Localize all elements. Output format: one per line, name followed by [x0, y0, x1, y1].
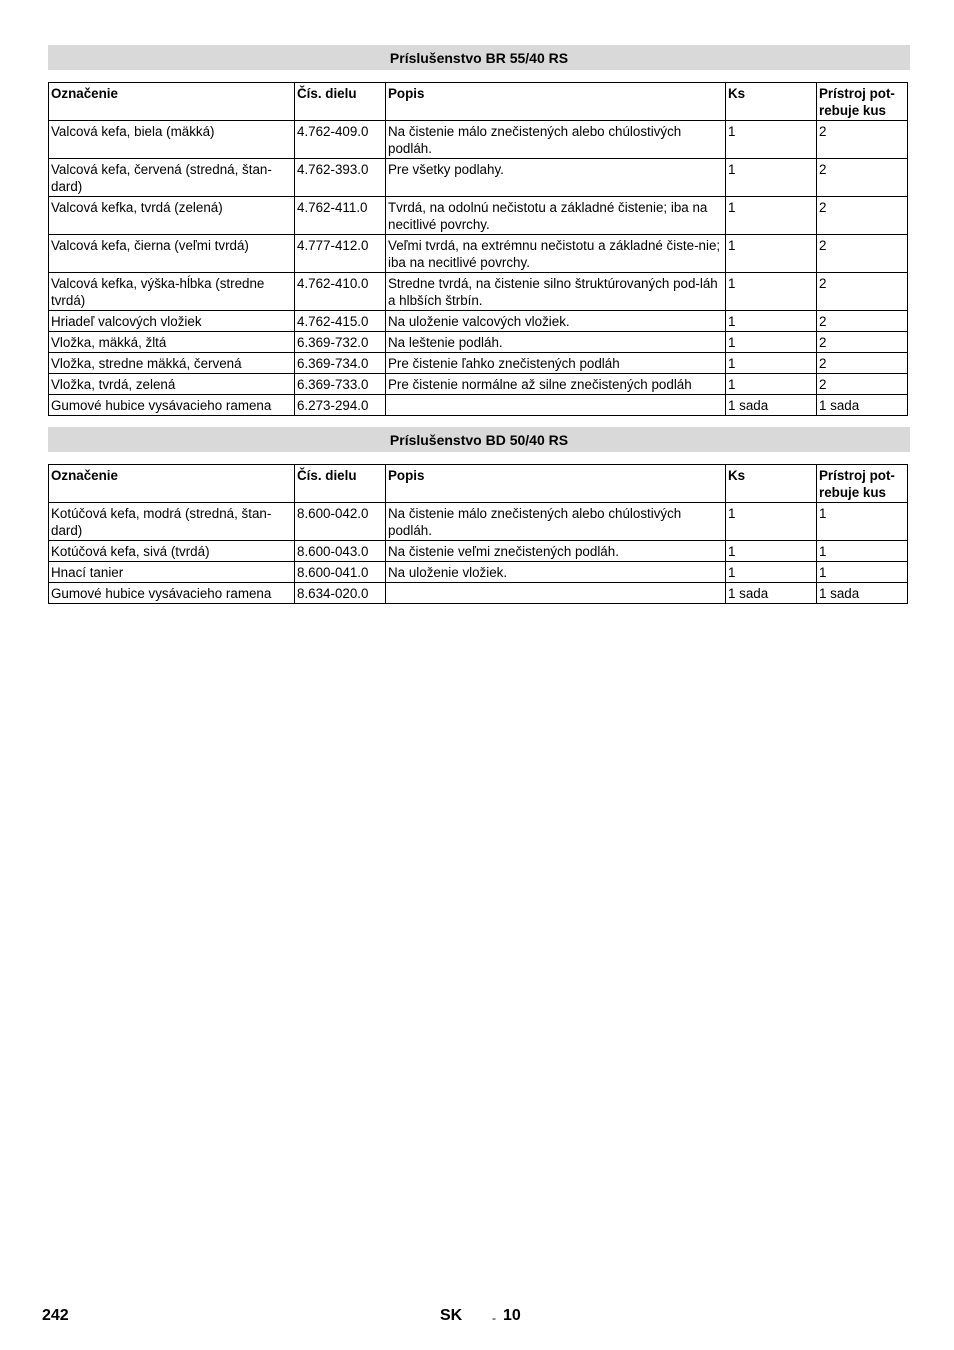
cell-pristroj: 2	[817, 311, 908, 332]
cell-popis: Na čistenie málo znečistených alebo chúlostivých podláh.	[386, 121, 726, 159]
cell-popis: Na čistenie veľmi znečistených podláh.	[386, 541, 726, 562]
cell-popis: Pre čistenie normálne až silne znečistených podláh	[386, 374, 726, 395]
header-cis-dielu: Čís. dielu	[295, 465, 386, 503]
accessories-table-bd	[48, 464, 908, 604]
section-title-br: Príslušenstvo BR 55/40 RS	[48, 45, 910, 70]
cell-pristroj: 2	[817, 235, 908, 273]
cell-pristroj: 2	[817, 273, 908, 311]
cell-cis-dielu: 6.273-294.0	[295, 395, 386, 416]
header-popis: Popis	[386, 83, 726, 121]
table-row	[49, 311, 908, 332]
cell-cis-dielu: 8.600-043.0	[295, 541, 386, 562]
cell-ks: 1	[726, 121, 817, 159]
cell-oznacenie: Vložka, stredne mäkká, červená	[49, 353, 295, 374]
cell-pristroj: 2	[817, 159, 908, 197]
cell-ks: 1 sada	[726, 583, 817, 604]
cell-oznacenie: Vložka, mäkká, žltá	[49, 332, 295, 353]
cell-pristroj: 1 sada	[817, 395, 908, 416]
cell-pristroj: 1	[817, 562, 908, 583]
cell-oznacenie: Hriadeľ valcových vložiek	[49, 311, 295, 332]
table-header-row	[49, 465, 908, 503]
cell-pristroj: 2	[817, 374, 908, 395]
header-ks: Ks	[726, 83, 817, 121]
table-header-row	[49, 83, 908, 121]
cell-oznacenie: Gumové hubice vysávacieho ramena	[49, 395, 295, 416]
cell-ks: 1	[726, 311, 817, 332]
cell-cis-dielu: 4.762-409.0	[295, 121, 386, 159]
cell-oznacenie: Vložka, tvrdá, zelená	[49, 374, 295, 395]
header-oznacenie: Označenie	[49, 83, 295, 121]
language-code: SK	[440, 1307, 463, 1324]
cell-popis: Na uloženie valcových vložiek.	[386, 311, 726, 332]
cell-ks: 1	[726, 273, 817, 311]
cell-oznacenie: Valcová kefa, červená (stredná, štan-dard)	[49, 159, 295, 197]
table-row	[49, 332, 908, 353]
table-row	[49, 541, 908, 562]
cell-ks: 1	[726, 562, 817, 583]
header-popis: Popis	[386, 465, 726, 503]
page-dash: -	[492, 1311, 496, 1325]
table-row	[49, 273, 908, 311]
cell-cis-dielu: 4.762-410.0	[295, 273, 386, 311]
cell-ks: 1	[726, 503, 817, 541]
cell-ks: 1	[726, 235, 817, 273]
cell-cis-dielu: 4.762-393.0	[295, 159, 386, 197]
cell-cis-dielu: 6.369-733.0	[295, 374, 386, 395]
cell-ks: 1	[726, 374, 817, 395]
cell-cis-dielu: 8.600-042.0	[295, 503, 386, 541]
cell-cis-dielu: 8.600-041.0	[295, 562, 386, 583]
header-oznacenie: Označenie	[49, 465, 295, 503]
header-pristroj: Prístroj pot- rebuje kus	[817, 465, 908, 503]
table-row	[49, 395, 908, 416]
cell-popis: Na uloženie vložiek.	[386, 562, 726, 583]
sub-page-number: 10	[503, 1307, 521, 1324]
cell-ks: 1	[726, 197, 817, 235]
cell-oznacenie: Valcová kefa, čierna (veľmi tvrdá)	[49, 235, 295, 273]
cell-oznacenie: Valcová kefa, biela (mäkká)	[49, 121, 295, 159]
header-ks: Ks	[726, 465, 817, 503]
table-row	[49, 159, 908, 197]
cell-cis-dielu: 4.777-412.0	[295, 235, 386, 273]
table-row	[49, 503, 908, 541]
header-pristroj: Prístroj pot- rebuje kus	[817, 83, 908, 121]
cell-pristroj: 2	[817, 197, 908, 235]
cell-ks: 1	[726, 332, 817, 353]
cell-ks: 1	[726, 353, 817, 374]
cell-cis-dielu: 6.369-732.0	[295, 332, 386, 353]
cell-ks: 1	[726, 541, 817, 562]
header-cis-dielu: Čís. dielu	[295, 83, 386, 121]
table-row	[49, 374, 908, 395]
table-row	[49, 121, 908, 159]
cell-pristroj: 2	[817, 121, 908, 159]
table-row	[49, 583, 908, 604]
accessories-table-br	[48, 82, 908, 416]
table-row	[49, 353, 908, 374]
cell-popis	[386, 583, 726, 604]
cell-ks: 1 sada	[726, 395, 817, 416]
cell-cis-dielu: 4.762-415.0	[295, 311, 386, 332]
cell-popis: Veľmi tvrdá, na extrémnu nečistotu a základné čiste-nie; iba na necitlivé povrchy.	[386, 235, 726, 273]
cell-oznacenie: Kotúčová kefa, sivá (tvrdá)	[49, 541, 295, 562]
cell-popis: Pre všetky podlahy.	[386, 159, 726, 197]
cell-popis: Stredne tvrdá, na čistenie silno štruktúrovaných pod-láh a hlbších štrbín.	[386, 273, 726, 311]
cell-cis-dielu: 6.369-734.0	[295, 353, 386, 374]
cell-popis: Tvrdá, na odolnú nečistotu a základné čistenie; iba na necitlivé povrchy.	[386, 197, 726, 235]
cell-cis-dielu: 4.762-411.0	[295, 197, 386, 235]
cell-oznacenie: Valcová kefka, výška-hĺbka (stredne tvrdá)	[49, 273, 295, 311]
cell-pristroj: 1	[817, 541, 908, 562]
page-number: 242	[42, 1307, 69, 1324]
cell-popis: Na leštenie podláh.	[386, 332, 726, 353]
cell-popis: Pre čistenie ľahko znečistených podláh	[386, 353, 726, 374]
cell-popis	[386, 395, 726, 416]
cell-pristroj: 2	[817, 332, 908, 353]
cell-oznacenie: Kotúčová kefa, modrá (stredná, štan-dard)	[49, 503, 295, 541]
table-row	[49, 562, 908, 583]
cell-oznacenie: Hnací tanier	[49, 562, 295, 583]
table-row	[49, 197, 908, 235]
cell-popis: Na čistenie málo znečistených alebo chúlostivých podláh.	[386, 503, 726, 541]
table-row	[49, 235, 908, 273]
cell-oznacenie: Valcová kefka, tvrdá (zelená)	[49, 197, 295, 235]
cell-pristroj: 1 sada	[817, 583, 908, 604]
cell-oznacenie: Gumové hubice vysávacieho ramena	[49, 583, 295, 604]
cell-pristroj: 2	[817, 353, 908, 374]
cell-cis-dielu: 8.634-020.0	[295, 583, 386, 604]
cell-ks: 1	[726, 159, 817, 197]
cell-pristroj: 1	[817, 503, 908, 541]
section-title-bd: Príslušenstvo BD 50/40 RS	[48, 427, 910, 452]
